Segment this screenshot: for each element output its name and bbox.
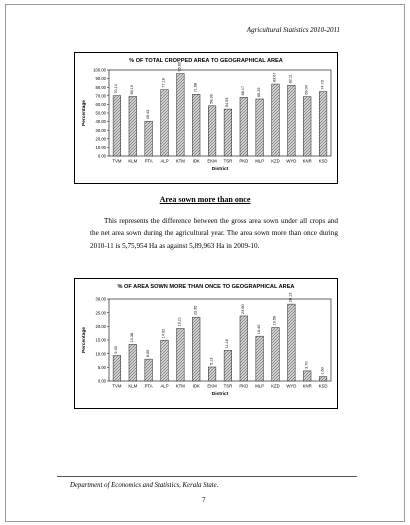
x-tick-label: KTM bbox=[175, 158, 185, 164]
plot-frame bbox=[109, 70, 331, 156]
y-tick-label: 40.00 bbox=[95, 119, 106, 125]
x-tick-label: PTA bbox=[144, 158, 153, 164]
x-tick-label: KSD bbox=[318, 383, 328, 389]
y-tick-label: 100.00 bbox=[93, 67, 106, 73]
bar bbox=[288, 85, 296, 156]
x-tick-label: IDK bbox=[192, 383, 200, 389]
data-label: 69.04 bbox=[304, 85, 309, 95]
bar bbox=[319, 92, 327, 156]
chart-cropped-area bbox=[74, 52, 338, 184]
x-tick-label: PTA bbox=[144, 383, 153, 389]
x-tick-label: TVM bbox=[112, 383, 122, 389]
bar bbox=[224, 350, 232, 381]
plot-frame bbox=[109, 299, 331, 381]
body-paragraph: This represents the difference between the gross area sown under all crops and the net area sown during the agricultural year. The area sown more than once during 2010-11 is 5,75,954 Ha as against 5,89,963 Ha in 2009-10. bbox=[90, 217, 338, 250]
y-tick-label: 70.00 bbox=[95, 93, 106, 99]
chart-area-sown-more-than-once bbox=[74, 278, 338, 409]
bar bbox=[161, 340, 169, 381]
bar bbox=[145, 121, 153, 156]
data-label: 58.39 bbox=[209, 94, 214, 104]
bar bbox=[113, 356, 121, 381]
x-tick-label: TSR bbox=[223, 158, 233, 164]
x-tick-label: KZD bbox=[271, 158, 280, 164]
bar bbox=[303, 371, 311, 381]
bar bbox=[256, 336, 264, 381]
data-label: 77.18 bbox=[161, 78, 166, 88]
running-header: Agricultural Statistics 2010-2011 bbox=[246, 26, 340, 34]
data-label: 70.14 bbox=[114, 84, 119, 94]
y-tick-label: 15.00 bbox=[95, 337, 106, 343]
y-axis-label: Percentage bbox=[82, 100, 87, 126]
data-label: 54.53 bbox=[225, 97, 230, 108]
x-tick-label: WYD bbox=[286, 158, 297, 164]
data-label: 68.17 bbox=[240, 85, 245, 96]
x-tick-label: IDK bbox=[192, 158, 200, 164]
bar bbox=[192, 94, 200, 156]
y-tick-label: 50.00 bbox=[95, 110, 106, 116]
bar bbox=[161, 90, 169, 156]
y-tick-label: 10.00 bbox=[95, 145, 106, 150]
x-tick-label: MLP bbox=[255, 383, 265, 389]
x-tick-label: KNR bbox=[302, 383, 312, 389]
x-tick-label: KSD bbox=[318, 158, 328, 164]
bar bbox=[240, 316, 248, 381]
footer-rule bbox=[57, 476, 357, 477]
footer-text: Department of Economics and Statistics, Kerala State. bbox=[70, 482, 219, 489]
data-label: 66.29 bbox=[256, 87, 261, 97]
x-tick-label: KTM bbox=[175, 383, 185, 389]
x-tick-label: KLM bbox=[128, 383, 138, 389]
y-tick-label: 25.00 bbox=[95, 310, 106, 316]
y-tick-label: 90.00 bbox=[95, 76, 106, 82]
chart-title: % OF AREA SOWN MORE THAN ONCE TO GEOGRAPHICAL AREA bbox=[117, 284, 295, 290]
bar bbox=[272, 328, 280, 381]
data-label: 82.11 bbox=[288, 74, 293, 84]
data-label: 5.13 bbox=[209, 357, 214, 365]
bar bbox=[208, 106, 216, 156]
x-tick-label: KZD bbox=[271, 383, 280, 389]
data-label: 19.56 bbox=[272, 316, 277, 326]
x-tick-label: MLP bbox=[255, 158, 265, 164]
data-label: 83.67 bbox=[272, 72, 277, 83]
bar bbox=[303, 97, 311, 156]
x-tick-label: EKM bbox=[207, 383, 217, 389]
data-label: 71.68 bbox=[193, 82, 198, 93]
chart-title: % OF TOTAL CROPPED AREA TO GEOGRAPHICAL AREA bbox=[129, 58, 283, 64]
y-tick-label: 5.00 bbox=[97, 364, 106, 370]
data-label: 16.40 bbox=[256, 324, 261, 335]
bar bbox=[129, 344, 137, 381]
bar bbox=[272, 84, 280, 156]
x-tick-label: TSR bbox=[223, 383, 233, 389]
bar bbox=[145, 359, 153, 381]
bar bbox=[288, 304, 296, 381]
x-tick-label: WYD bbox=[286, 383, 297, 389]
x-axis-label: District bbox=[211, 167, 229, 172]
x-tick-label: PKD bbox=[239, 383, 249, 389]
x-tick-label: EKM bbox=[207, 158, 217, 164]
data-label: 23.35 bbox=[193, 305, 198, 316]
y-tick-label: 0.00 bbox=[97, 378, 106, 384]
data-label: 3.70 bbox=[304, 361, 309, 369]
data-label: 14.92 bbox=[161, 328, 166, 339]
y-axis-label: Percentage bbox=[82, 327, 87, 353]
data-label: 40.43 bbox=[145, 109, 150, 120]
y-tick-label: 80.00 bbox=[95, 84, 106, 90]
y-tick-label: 30.00 bbox=[95, 296, 106, 302]
bar bbox=[208, 367, 216, 381]
bar bbox=[177, 74, 185, 156]
bar bbox=[113, 96, 121, 156]
x-tick-label: ALP bbox=[160, 383, 169, 389]
page-number: 7 bbox=[202, 496, 206, 504]
y-tick-label: 0.00 bbox=[97, 153, 106, 159]
bar bbox=[129, 96, 137, 156]
data-label: 28.13 bbox=[288, 292, 293, 303]
data-label: 74.79 bbox=[320, 80, 325, 90]
x-tick-label: PKD bbox=[239, 158, 249, 164]
data-label: 13.38 bbox=[129, 332, 134, 343]
bar bbox=[256, 99, 264, 156]
x-tick-label: KLM bbox=[128, 158, 138, 164]
y-tick-label: 10.00 bbox=[95, 351, 106, 357]
chart-cropped-area-plot bbox=[75, 53, 337, 183]
data-label: 9.30 bbox=[114, 346, 119, 354]
x-tick-label: KNR bbox=[302, 158, 312, 164]
data-label: 1.60 bbox=[320, 367, 325, 375]
x-tick-label: TVM bbox=[112, 158, 122, 164]
y-tick-label: 20.00 bbox=[95, 323, 106, 329]
y-tick-label: 30.00 bbox=[95, 127, 106, 133]
data-label: 95.89 bbox=[177, 62, 182, 72]
bar bbox=[319, 377, 327, 381]
y-tick-label: 20.00 bbox=[95, 136, 106, 142]
bar bbox=[192, 317, 200, 381]
bar bbox=[240, 97, 248, 156]
bar bbox=[177, 328, 185, 381]
data-label: 23.80 bbox=[240, 304, 245, 314]
data-label: 11.18 bbox=[225, 339, 230, 349]
bar bbox=[224, 109, 232, 156]
data-label: 19.21 bbox=[177, 316, 182, 327]
chart-area-sown-plot bbox=[75, 279, 337, 408]
section-title: Area sown more than once bbox=[159, 195, 251, 204]
data-label: 69.19 bbox=[129, 84, 134, 95]
data-label: 8.00 bbox=[145, 349, 150, 358]
x-tick-label: ALP bbox=[160, 158, 169, 164]
x-axis-label: District bbox=[211, 392, 229, 397]
y-tick-label: 60.00 bbox=[95, 102, 106, 107]
